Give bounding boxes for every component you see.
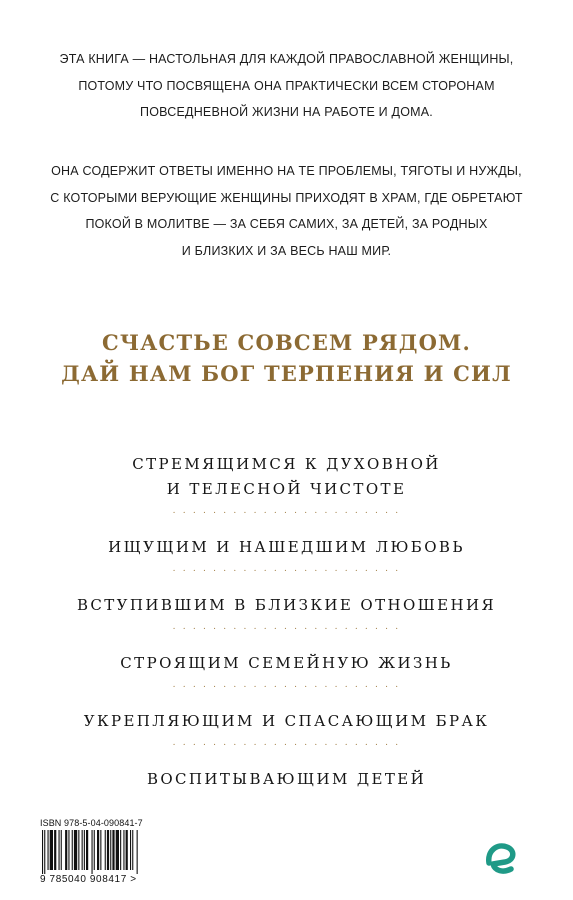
slogan-heading [0,327,573,389]
barcode-digits: 9 785040 908417 > [40,874,137,885]
barcode-bar [74,830,77,870]
intro-line: ПОКОЙ В МОЛИТВЕ — ЗА СЕБЯ САМИХ, ЗА ДЕТЕЙ, ЗА РОДНЫХ [85,217,488,231]
barcode-block [40,818,188,885]
barcode-bar [137,830,138,874]
barcode-bar [94,830,95,870]
barcode-bar [110,830,111,870]
eksmo-logo-icon [481,833,521,881]
intro-line: С КОТОРЫМИ ВЕРУЮЩИЕ ЖЕНЩИНЫ ПРИХОДЯТ В ХРАМ, ГДЕ ОБРЕТАЮТ [50,190,523,205]
topic-item: СТРОЯЩИМ СЕМЕЙНУЮ ЖИЗНЬ [120,654,453,672]
intro-line: ОНА СОДЕРЖИТ ОТВЕТЫ ИМЕННО НА ТЕ ПРОБЛЕМЫ, ТЯГОТЫ И НУЖДЫ, [51,164,522,178]
barcode-bar [68,830,69,870]
intro-line: ПОВСЕДНЕВНОЙ ЖИЗНИ НА РАБОТЕ И ДОМА. [140,105,433,119]
barcode-bar [116,830,119,870]
barcode-bar [105,830,106,870]
barcode-bar [130,830,131,870]
barcode-bar [120,830,121,870]
intro-paragraph-1 [0,46,573,126]
barcode-bar [92,830,93,874]
slogan-line-2: ДАЙ НАМ БОГ ТЕРПЕНИЯ И СИЛ [61,361,512,386]
topic-item: СТРЕМЯЩИМСЯ К ДУХОВНОЙ [132,455,441,473]
barcode-bar [86,830,88,870]
barcode-bar [126,830,128,870]
topics-list [0,452,573,792]
dotted-separator: . . . . . . . . . . . . . . . . . . . . . . . [172,622,401,632]
isbn-text: ISBN 978-5-04-090841-7 [40,818,143,828]
barcode-bar [84,830,85,870]
dotted-separator: . . . . . . . . . . . . . . . . . . . . . . . [172,506,401,516]
topic-item: И ТЕЛЕСНОЙ ЧИСТОТЕ [166,480,407,498]
barcode-bar [112,830,114,870]
barcode-bar [107,830,109,870]
intro-line: ЭТА КНИГА — НАСТОЛЬНАЯ ДЛЯ КАЖДОЙ ПРАВОСЛАВНОЙ ЖЕНЩИНЫ, [59,52,514,66]
dotted-separator: . . . . . . . . . . . . . . . . . . . . . . . [172,680,401,690]
barcode-bars-icon [40,830,188,874]
barcode-bar [100,830,101,870]
barcode-bar [42,830,43,874]
intro-paragraph-2 [0,158,573,264]
barcode-bar [50,830,53,870]
dotted-separator: . . . . . . . . . . . . . . . . . . . . . . . [172,738,401,748]
topic-item: ИЩУЩИМ И НАШЕДШИМ ЛЮБОВЬ [108,538,465,556]
barcode-bar [65,830,67,870]
topic-item: ВОСПИТЫВАЮЩИМ ДЕТЕЙ [146,770,427,788]
barcode-bar [132,830,133,870]
barcode-bar [48,830,49,870]
barcode-bar [54,830,56,870]
intro-line: И БЛИЗКИХ И ЗА ВЕСЬ НАШ МИР. [181,243,392,258]
barcode-bar [82,830,83,870]
topic-item: ВСТУПИВШИМ В БЛИЗКИЕ ОТНОШЕНИЯ [76,596,497,614]
barcode-bar [72,830,73,870]
barcode-bar [123,830,124,870]
slogan-line-1: СЧАСТЬЕ СОВСЕМ РЯДОМ. [101,330,472,355]
barcode-bar [44,830,45,874]
barcode-bar [61,830,62,870]
dotted-separator: . . . . . . . . . . . . . . . . . . . . . . . [172,564,401,574]
barcode-bar [59,830,60,870]
topic-item: УКРЕПЛЯЮЩИМ И СПАСАЮЩИМ БРАК [83,712,490,730]
barcode-bar [97,830,99,870]
barcode-bar [78,830,79,870]
intro-line: ПОТОМУ ЧТО ПОСВЯЩЕНА ОНА ПРАКТИЧЕСКИ ВСЕМ СТОРОНАМ [78,78,495,93]
